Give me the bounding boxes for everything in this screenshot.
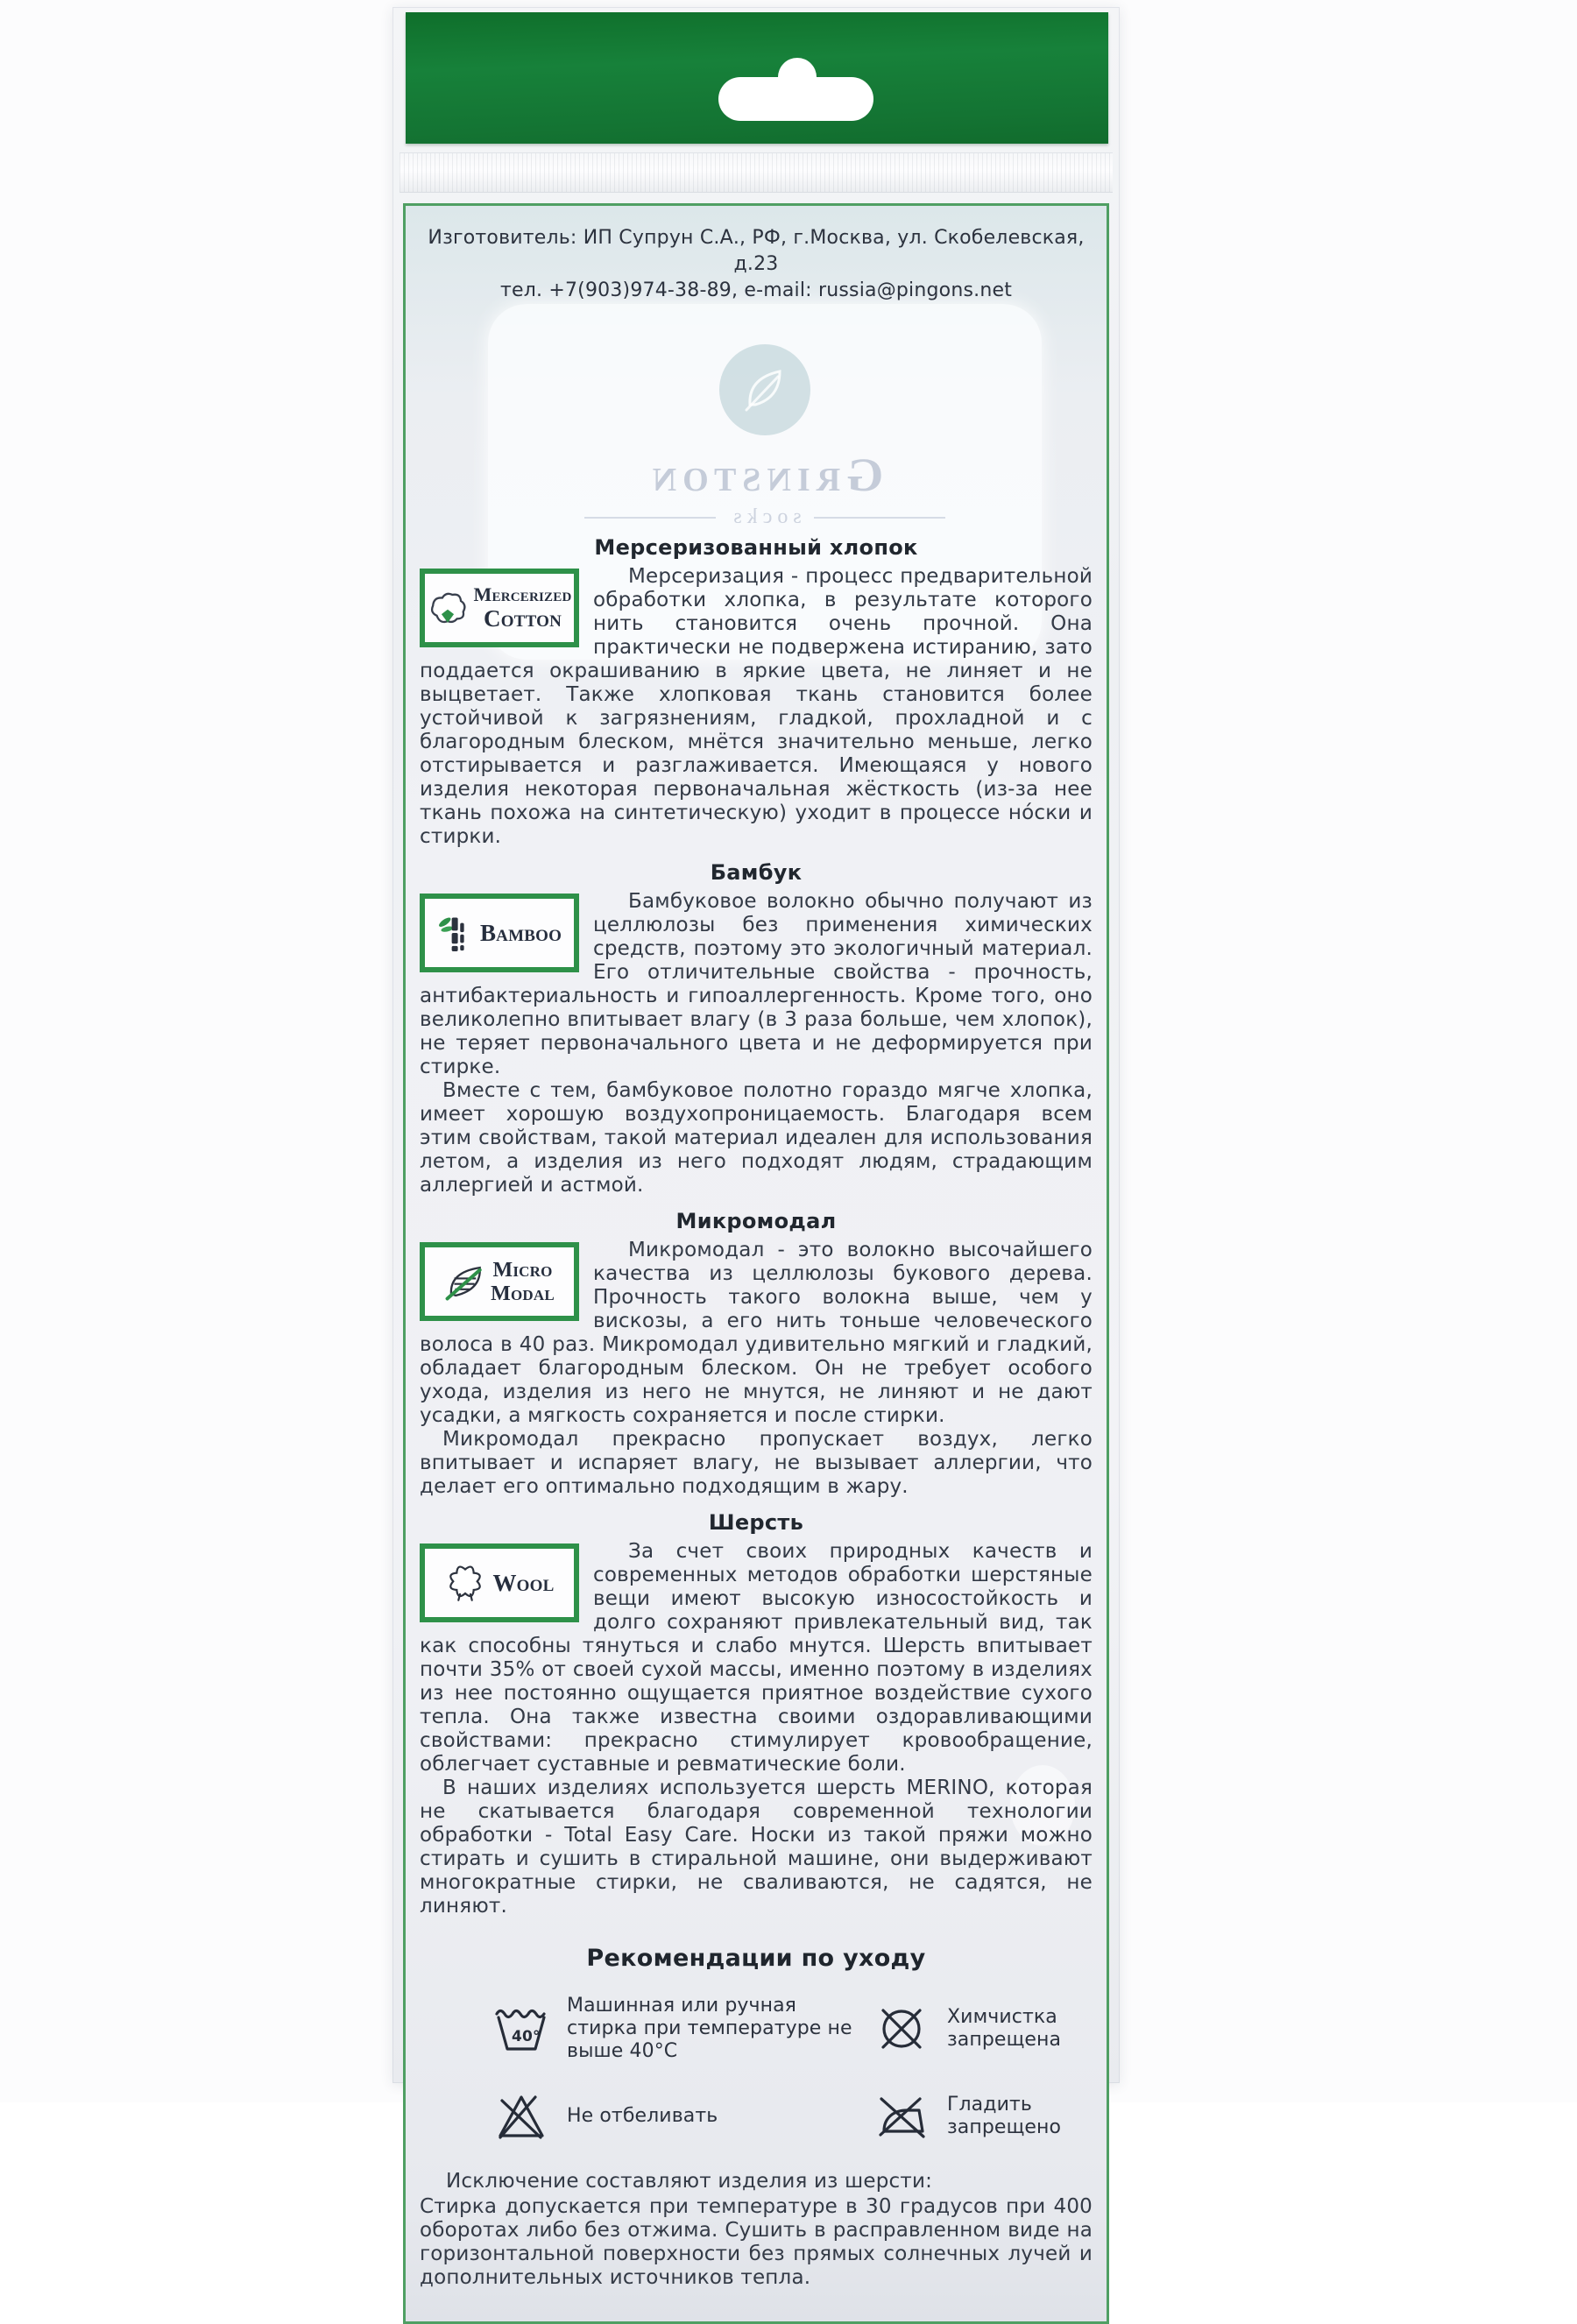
badge-wool: [420, 1543, 579, 1622]
badge-mercerized-cotton: [420, 569, 579, 647]
no-dry-clean-icon: [876, 2003, 927, 2054]
paragraph-wool-2: В наших изделиях используется шерсть MERINO, которая не скатывается благодаря современной технологии обработки - Total Easy Care. Носки из такой пряжи можно стирать и сушить в стиральной машине, они выдерживают многократные стирки, не сваливаются, не садятся, не линяют.: [420, 1777, 1093, 1918]
badge-label: Wool: [492, 1569, 555, 1596]
care-title: Рекомендации по уходу: [586, 1945, 926, 1972]
euro-slot-hole: [718, 77, 873, 121]
badge-label: Mercerized Cotton: [473, 583, 572, 632]
no-iron-icon: [873, 2091, 930, 2142]
care-item-no-bleach: [490, 2091, 553, 2142]
badge-label: Micro Modal: [491, 1258, 555, 1305]
care-label-wash: Машинная или ручная стирка при температуре не выше 40°С: [567, 1995, 852, 2062]
brand-name-ghost: Grinston: [646, 449, 884, 501]
manufacturer-line1: Изготовитель: ИП Супрун С.А., РФ, г.Москва, ул. Скобелевская, д.23: [428, 227, 1085, 275]
badge-micromodal: [420, 1242, 579, 1321]
care-label-no-bleach: Не отбеливать: [567, 2105, 718, 2127]
manufacturer-block: [406, 206, 1107, 304]
section-title-cotton: Мерсеризованный хлопок: [594, 535, 918, 560]
section-bamboo: [420, 890, 1093, 1197]
section-wool: [420, 1540, 1093, 1918]
label-body: [420, 536, 1093, 2290]
care-grid: [490, 1995, 1093, 2142]
zip-seal-strip: [400, 152, 1113, 193]
bamboo-icon: [437, 913, 474, 953]
wash-temperature: 40°: [512, 2028, 541, 2045]
section-title-bamboo: Бамбук: [710, 860, 803, 885]
paragraph-bamboo-1: Бамбуковое волокно обычно получают из целлюлозы без применения химических средств, поэтому это экологичный материал. Его отличительные свойства - прочность, антибактериальность и гипоаллергенность. Кроме того, оно великолепно впитывает влагу (в 3 раза больше, чем хлопок), не теряет первоначального цвета и не деформируется при стирке.: [420, 890, 1093, 1078]
wash-40-icon: [492, 2003, 550, 2054]
care-label-no-dry-clean: Химчистка запрещена: [947, 2006, 1062, 2051]
no-bleach-icon: [494, 2091, 548, 2142]
care-item-no-iron: [870, 2091, 933, 2142]
care-item-no-dry-clean: [870, 2003, 933, 2054]
brand-subtitle-text: socks: [728, 505, 802, 528]
section-cotton: [420, 565, 1093, 849]
section-title-micromodal: Микромодал: [675, 1209, 837, 1233]
paragraph-micromodal-2: Микромодал прекрасно пропускает воздух, легко впитывает и испаряет влагу, не вызывает аллергии, что делает его оптимально подходящим в жару.: [420, 1428, 1093, 1498]
exception-title: Исключение составляют изделия из шерсти:: [446, 2170, 933, 2193]
hanger-header-green: [406, 12, 1108, 144]
paragraph-wool-1: За счет своих природных качеств и современных методов обработки шерстяные вещи имеют высокую износостойкость и долго сохраняют привлекательный вид, так как способны тянуться и слабо мнутся. Шерсть впитывает почти 35% от своей сухой массы, именно поэтому в изделиях из нее постоянно ощущается приятное воздействие сухого тепла. Она также известна своими оздоравливающими свойствами: прекрасно стимулирует кровообращение, облегчает суставные и ревматические боли.: [420, 1540, 1093, 1776]
paragraph-cotton-1: Мерсеризация - процесс предварительной обработки хлопка, в результате которого нить становится очень прочной. Она практически не подвержена истиранию, зато поддается окрашиванию в яркие цвета, не линяет и не выцветает. Также хлопковая ткань становится более устойчивой к загрязнениям, гладкой, прохладной и с благородным блеском, мнётся значительно меньше, легко отстирывается и разглаживается. Имеющаяся у нового изделия некоторая первоначальная жёсткость (из-за нее ткань похожа на синтетическую) уходит в процессе но́ски и стирки.: [420, 565, 1093, 848]
section-title-wool: Шерсть: [708, 1510, 804, 1535]
leaf-emblem-icon: [734, 359, 796, 420]
care-label-no-iron: Гладить запрещено: [947, 2094, 1062, 2138]
wool-exception-block: [420, 2170, 1093, 2290]
manufacturer-line2: тел. +7(903)974-38-89, e-mail: russia@pingons.net: [499, 279, 1013, 301]
care-item-wash: [490, 2003, 553, 2054]
paragraph-bamboo-2: Вместе с тем, бамбуковое полотно гораздо мягче хлопка, имеет хорошую воздухопроницаемость. Благодаря всем этим свойствам, такой материал идеален для использования летом, а изделия из него подходят людям, страдающим аллергией и астмой.: [420, 1079, 1093, 1197]
cotton-icon: [428, 588, 468, 628]
paragraph-micromodal-1: Микромодал - это волокно высочайшего качества из целлюлозы букового дерева. Прочность такого волокна выше, чем у вискозы, а его нить тоньше человеческого волоса в 40 раз. Микромодал удивительно мягкий и гладкий, обладает благородным блеском. Он не требует особого ухода, изделия из него не мнутся, не линяют и не дают усадки, а мягкость сохраняется и после стирки.: [420, 1239, 1093, 1427]
section-micromodal: [420, 1239, 1093, 1499]
brand-subtitle-ghost: [488, 505, 1042, 529]
badge-label: Bamboo: [479, 919, 562, 946]
exception-text: Стирка допускается при температуре в 30 градусов при 400 оборотах либо без отжима. Сушить в расправленном виде на горизонтальной поверхности без прямых солнечных лучей и дополнительных источников тепла.: [420, 2195, 1093, 2289]
info-card: [403, 203, 1109, 2324]
badge-bamboo: [420, 894, 579, 972]
wool-icon: [444, 1563, 486, 1603]
package-bag: [392, 7, 1120, 2289]
brand-emblem-ghost: [719, 344, 810, 435]
micromodal-leaf-icon: [444, 1261, 484, 1302]
